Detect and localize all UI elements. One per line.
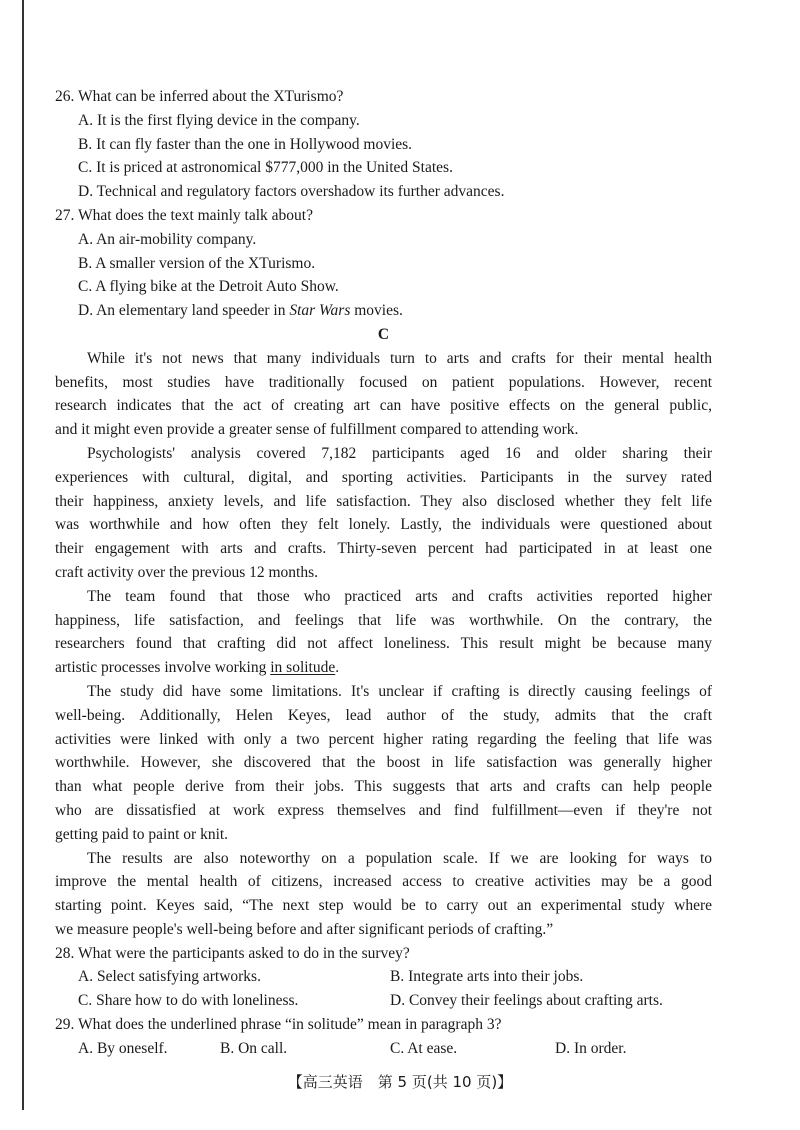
line-text: While it's not news that many individuals turn to arts and crafts for their mental health: [87, 349, 712, 367]
question-27-stem: 27. What does the text mainly talk about?: [55, 206, 313, 224]
paragraph-3-line: [55, 632, 712, 656]
question-29-stem: 29. What does the underlined phrase “in solitude” mean in paragraph 3?: [55, 1016, 502, 1034]
paragraph-5-line: [55, 918, 712, 942]
line-text: craft activity over the previous 12 months.: [55, 563, 319, 581]
line-text: artistic processes involve working: [55, 659, 271, 677]
question-29-option-row: [55, 1037, 712, 1061]
line-text: The team found that those who practiced arts and crafts activities reported higher: [87, 587, 712, 605]
question-27-option: A. An air-mobility company.: [78, 230, 257, 248]
paragraph-4-line: [55, 728, 712, 752]
question-28-option: D. Convey their feelings about crafting arts.: [390, 992, 663, 1010]
question-29-option: A. By oneself.: [78, 1039, 168, 1057]
line-text: than what people derive from their jobs. This suggests that arts and crafts can help people: [55, 778, 712, 796]
question-26-stem: 26. What can be inferred about the XTurismo?: [55, 88, 344, 105]
line-text: and it might even provide a greater sense of fulfillment compared to attending work.: [55, 421, 579, 439]
paragraph-4-line: [55, 751, 712, 775]
question-29-option: D. In order.: [555, 1039, 627, 1057]
line-text: improve the mental health of citizens, increased access to creative activities may be a good: [55, 873, 712, 891]
paragraph-4-line: [55, 799, 712, 823]
paragraph-2-line: [55, 537, 712, 561]
section-heading: C: [377, 325, 390, 343]
question-27-option: B. A smaller version of the XTurismo.: [78, 254, 316, 272]
line-text: we measure people's well-being before and after significant periods of crafting.”: [55, 920, 554, 938]
line-text: who are dissatisfied at work express themselves and find fulfillment—even if they're not: [55, 801, 712, 819]
line-text: well-being. Additionally, Helen Keyes, lead author of the study, admits that the craft: [55, 706, 712, 724]
question-28-option-row: [55, 965, 712, 989]
question-28-stem: 28. What were the participants asked to do in the survey?: [55, 944, 410, 962]
page-margin-line: [22, 0, 24, 1110]
paragraph-4-line: [55, 775, 712, 799]
question-28-option: C. Share how to do with loneliness.: [78, 992, 299, 1010]
line-text: activities were linked with only a two percent higher rating regarding the feeling that life was: [55, 730, 712, 748]
question-29-option: C. At ease.: [390, 1039, 458, 1057]
paragraph-2-line: [55, 466, 712, 490]
option-italic-title: Star Wars: [289, 302, 351, 320]
line-text: The results are also noteworthy on a population scale. If we are looking for ways to: [87, 849, 712, 867]
paragraph-5-line: [55, 870, 712, 894]
paragraph-2-line: [55, 561, 712, 585]
question-28-option-row: [55, 989, 712, 1013]
line-text: research indicates that the act of creating art can have positive effects on the general public,: [55, 397, 712, 415]
line-text: starting point. Keyes said, “The next step would be to carry out an experimental study where: [55, 897, 712, 915]
question-28-option: A. Select satisfying artworks.: [78, 968, 261, 986]
option-text: D. An elementary land speeder in: [78, 302, 290, 320]
question-26-option: B. It can fly faster than the one in Hollywood movies.: [78, 135, 413, 153]
underlined-phrase: in solitude: [270, 659, 336, 677]
line-text: Psychologists' analysis covered 7,182 participants aged 16 and older sharing their: [87, 444, 712, 462]
paragraph-4-line: [55, 680, 712, 704]
question-26-option: A. It is the first flying device in the company.: [78, 111, 360, 129]
line-text: getting paid to paint or knit.: [55, 825, 229, 843]
exam-page-content: [55, 85, 712, 1061]
paragraph-1-line: [55, 347, 712, 371]
paragraph-5-line: [55, 894, 712, 918]
paragraph-1-line: [55, 371, 712, 395]
question-28-option: B. Integrate arts into their jobs.: [390, 968, 584, 986]
paragraph-3-line: [55, 609, 712, 633]
question-27-option: [55, 299, 712, 323]
line-text: was worthwhile and how often they felt lonely. Lastly, the individuals were questioned about: [55, 516, 712, 534]
paragraph-2-line: [55, 513, 712, 537]
paragraph-3-line: [55, 656, 712, 680]
paragraph-2-line: [55, 490, 712, 514]
question-26-option: C. It is priced at astronomical $777,000 in the United States.: [78, 159, 453, 177]
paragraph-1-line: [55, 394, 712, 418]
paragraph-5-line: [55, 847, 712, 871]
option-text: movies.: [350, 302, 403, 320]
question-29-option: B. On call.: [220, 1039, 288, 1057]
page-footer: 【高三英语 第 5 页(共 10 页)】: [287, 1073, 513, 1091]
line-text: benefits, most studies have traditionally focused on patient populations. However, recent: [55, 373, 712, 391]
paragraph-4-line: [55, 704, 712, 728]
line-text: their engagement with arts and crafts. Thirty-seven percent had participated in at least one: [55, 540, 712, 558]
paragraph-4-line: [55, 823, 712, 847]
line-text: happiness, life satisfaction, and feelings that life was worthwhile. On the contrary, the: [55, 611, 712, 629]
line-text: worthwhile. However, she discovered that the boost in life satisfaction was generally higher: [55, 754, 712, 772]
line-text: researchers found that crafting did not affect loneliness. This result might be because many: [55, 635, 712, 653]
paragraph-2-line: [55, 442, 712, 466]
paragraph-1-line: [55, 418, 712, 442]
question-27-option: C. A flying bike at the Detroit Auto Show.: [78, 278, 339, 296]
line-text: experiences with cultural, digital, and sporting activities. Participants in the survey rated: [55, 468, 712, 486]
line-text: .: [335, 659, 340, 677]
question-26-option: D. Technical and regulatory factors overshadow its further advances.: [78, 183, 505, 201]
paragraph-3-line: [55, 585, 712, 609]
line-text: The study did have some limitations. It's unclear if crafting is directly causing feelings of: [87, 682, 712, 700]
line-text: their happiness, anxiety levels, and life satisfaction. They also disclosed whether they felt life: [55, 492, 712, 510]
